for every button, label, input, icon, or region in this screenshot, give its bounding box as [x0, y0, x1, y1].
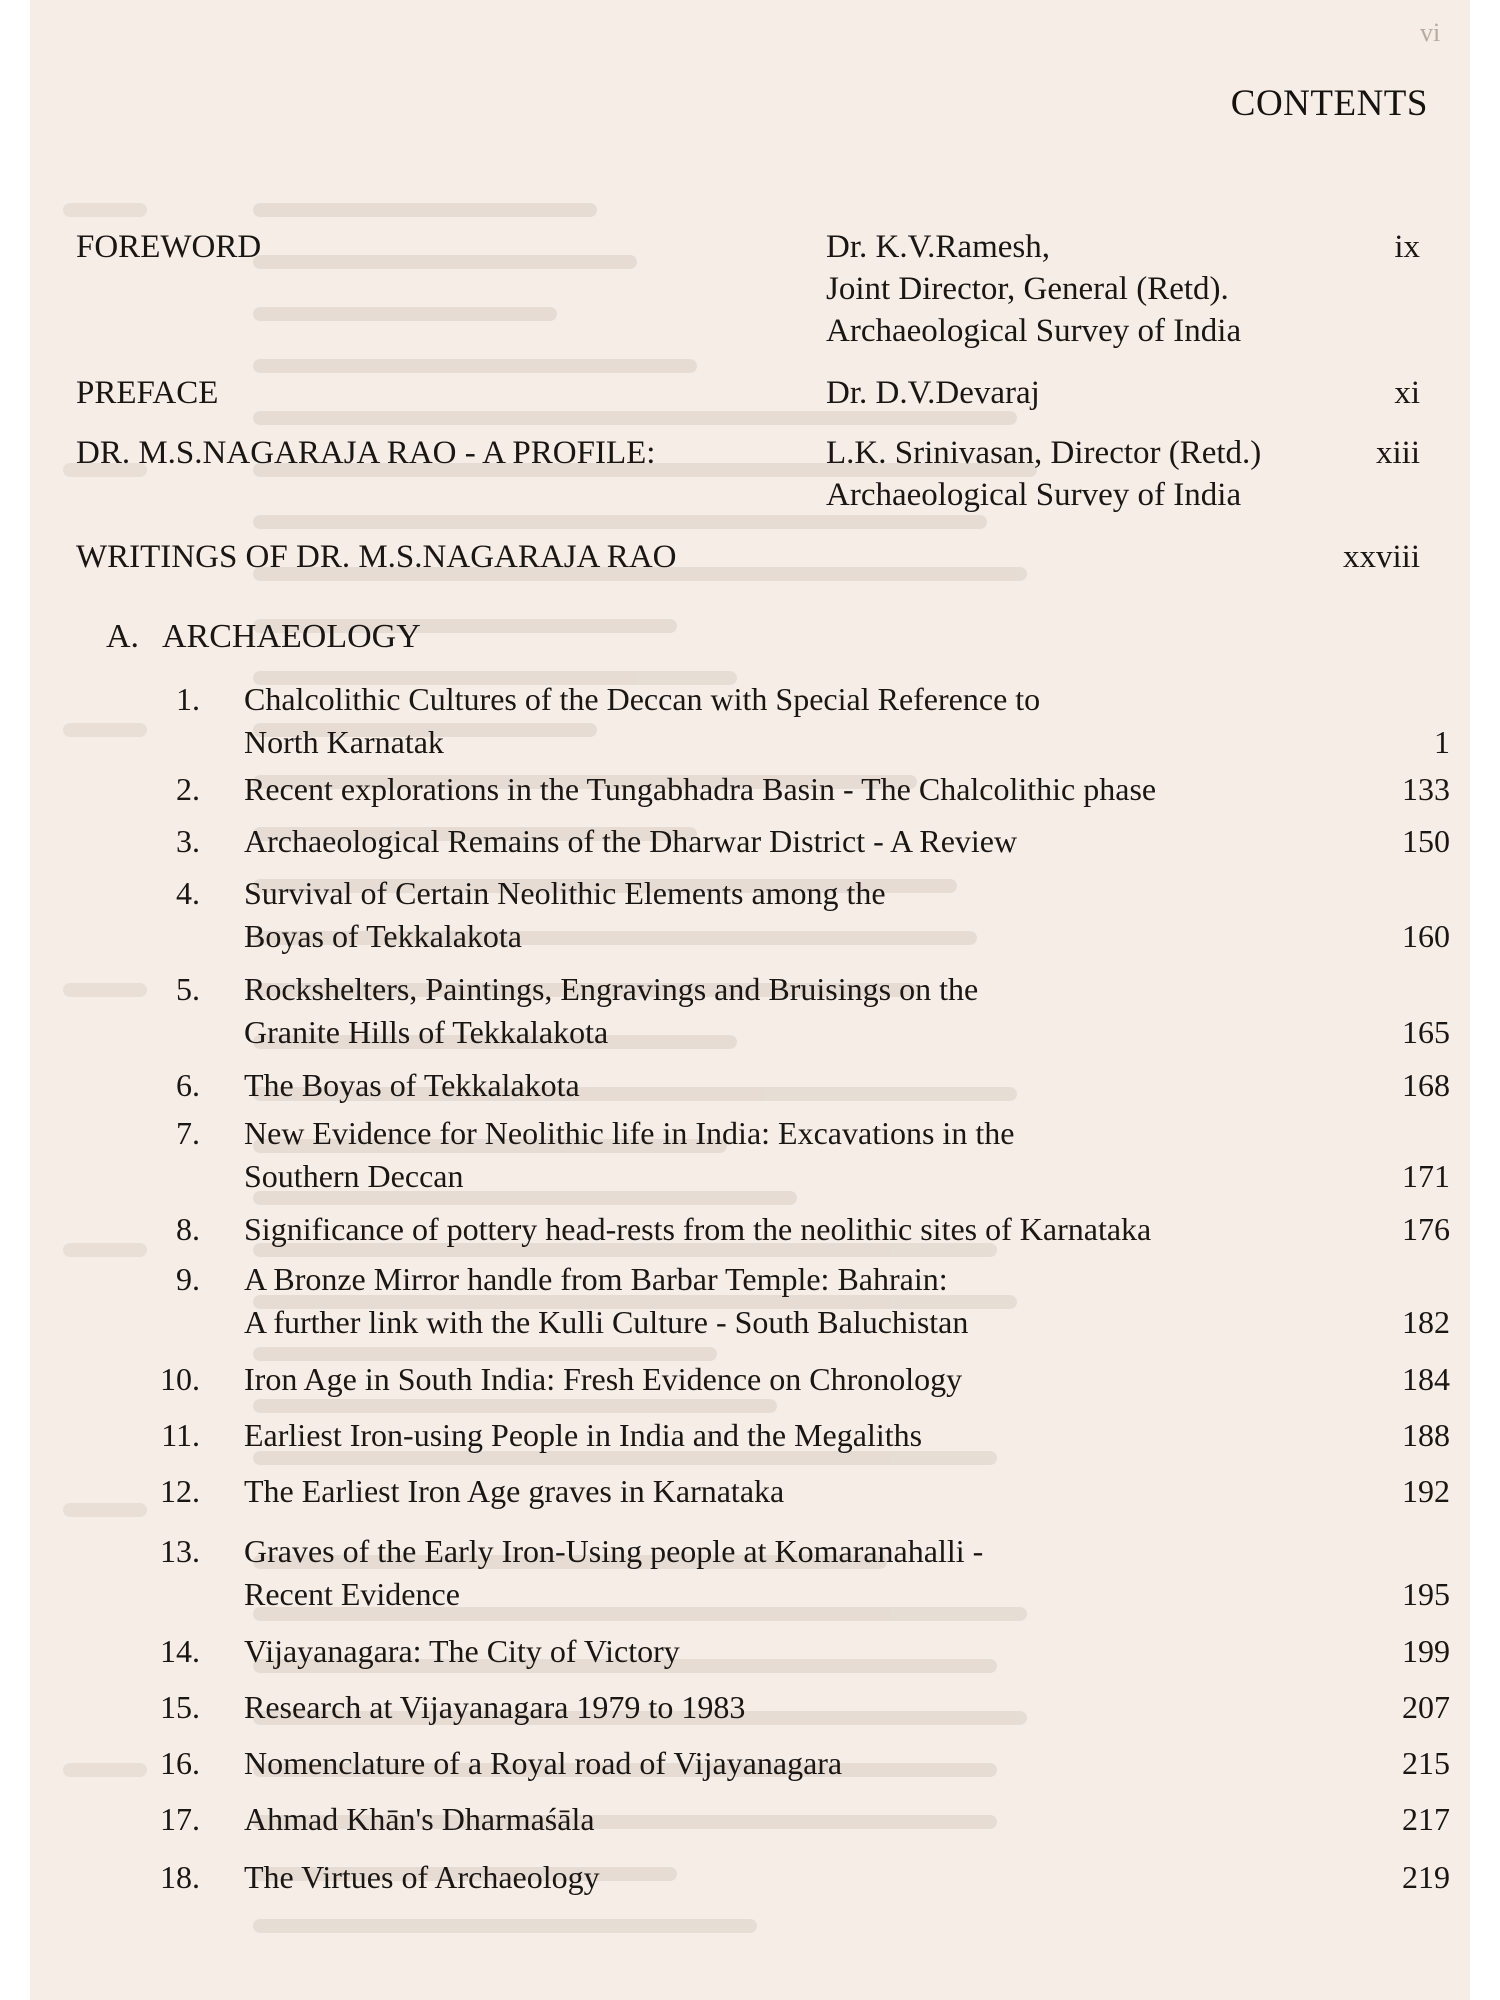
front-matter-title: WRITINGS OF DR. M.S.NAGARAJA RAO — [76, 539, 677, 575]
entry-page: 215 — [1402, 1745, 1450, 1781]
front-matter-author: Joint Director, General (Retd). — [826, 271, 1229, 307]
entry-page: 171 — [1402, 1158, 1450, 1194]
entry-page: 199 — [1402, 1633, 1450, 1669]
front-matter-writings — [30, 536, 1420, 580]
front-matter-author: Dr. K.V.Ramesh, — [826, 229, 1050, 265]
front-matter-title: PREFACE — [76, 375, 219, 411]
entry-title: The Boyas of Tekkalakota — [244, 1067, 580, 1103]
entry-page: 160 — [1402, 918, 1450, 954]
front-matter-title: DR. M.S.NAGARAJA RAO - A PROFILE: — [76, 435, 656, 471]
entry-number: 6. — [176, 1067, 200, 1103]
section-heading — [106, 618, 421, 656]
entry-title: The Virtues of Archaeology — [244, 1859, 600, 1895]
entry-page: 207 — [1402, 1689, 1450, 1725]
page-number: vi — [1420, 18, 1441, 47]
entry-title: Earliest Iron-using People in India and the Megaliths — [244, 1417, 923, 1453]
entry-number: 2. — [176, 771, 200, 807]
entry-title: Chalcolithic Cultures of the Deccan with Special Reference to North Karnatak — [244, 681, 1041, 760]
front-matter-author: Dr. D.V.Devaraj — [826, 375, 1040, 411]
entry-title: Survival of Certain Neolithic Elements among the Boyas of Tekkalakota — [244, 875, 886, 954]
entry-title: A Bronze Mirror handle from Barbar Temple: Bahrain: A further link with the Kulli Culture - South Baluchistan — [244, 1261, 969, 1340]
front-matter-title: FOREWORD — [76, 229, 262, 265]
entry-page: 195 — [1402, 1576, 1450, 1612]
page-title: CONTENTS — [1230, 83, 1428, 124]
entry-number: 1. — [176, 681, 200, 717]
entry-page: 188 — [1402, 1417, 1450, 1453]
entry-page: 133 — [1402, 771, 1450, 807]
entry-page: 192 — [1402, 1473, 1450, 1509]
entry-page: 182 — [1402, 1304, 1450, 1340]
entry-page: 165 — [1402, 1014, 1450, 1050]
entry-number: 8. — [176, 1211, 200, 1247]
entry-number: 17. — [160, 1801, 200, 1837]
entry-number: 7. — [176, 1115, 200, 1151]
front-matter-author: L.K. Srinivasan, Director (Retd.) — [826, 435, 1262, 471]
entry-number: 5. — [176, 971, 200, 1007]
entry-page: 217 — [1402, 1801, 1450, 1837]
entry-number: 14. — [160, 1633, 200, 1669]
section-title: ARCHAEOLOGY — [162, 618, 421, 655]
entry-number: 11. — [161, 1417, 200, 1453]
front-matter-page: xiii — [1375, 435, 1420, 471]
entry-number: 12. — [160, 1473, 200, 1509]
front-matter-page: xi — [1394, 375, 1420, 411]
entry-number: 4. — [176, 875, 200, 911]
entry-title: Ahmad Khān's Dharmaśāla — [244, 1801, 595, 1837]
entry-title: Nomenclature of a Royal road of Vijayanagara — [244, 1745, 843, 1781]
entry-page: 1 — [1434, 724, 1450, 760]
front-matter-profile — [30, 432, 1420, 518]
entry-number: 3. — [176, 823, 200, 859]
front-matter-preface — [30, 372, 1420, 416]
front-matter-author: Archaeological Survey of India — [826, 313, 1242, 349]
entry-title: The Earliest Iron Age graves in Karnataka — [244, 1473, 785, 1509]
entry-page: 150 — [1402, 823, 1450, 859]
entry-title: New Evidence for Neolithic life in India: Excavations in the Southern Deccan — [244, 1115, 1015, 1194]
entry-number: 10. — [160, 1361, 200, 1397]
front-matter-page: xxviii — [1342, 539, 1420, 575]
entry-title: Iron Age in South India: Fresh Evidence on Chronology — [244, 1361, 963, 1397]
entry-title: Research at Vijayanagara 1979 to 1983 — [244, 1689, 746, 1725]
front-matter-foreword — [30, 226, 1420, 356]
entry-number: 15. — [160, 1689, 200, 1725]
section-letter: A. — [106, 618, 140, 655]
entry-page: 184 — [1402, 1361, 1450, 1397]
front-matter-author: Archaeological Survey of India — [826, 477, 1242, 513]
entry-title: Rockshelters, Paintings, Engravings and Bruisings on the Granite Hills of Tekkalakota — [244, 971, 979, 1050]
entry-title: Vijayanagara: The City of Victory — [244, 1633, 680, 1669]
entry-title: Recent explorations in the Tungabhadra Basin - The Chalcolithic phase — [244, 771, 1157, 807]
entry-title: Significance of pottery head-rests from the neolithic sites of Karnataka — [244, 1211, 1152, 1247]
entry-page: 176 — [1402, 1211, 1450, 1247]
entry-number: 18. — [160, 1859, 200, 1895]
entry-title: Graves of the Early Iron-Using people at Komaranahalli - Recent Evidence — [244, 1533, 984, 1612]
entry-page: 168 — [1402, 1067, 1450, 1103]
entry-number: 13. — [160, 1533, 200, 1569]
front-matter-page: ix — [1394, 229, 1420, 265]
entry-number: 9. — [176, 1261, 200, 1297]
entry-number: 16. — [160, 1745, 200, 1781]
contents-page — [30, 0, 1470, 2000]
entry-page: 219 — [1402, 1859, 1450, 1895]
entry-title: Archaeological Remains of the Dharwar District - A Review — [244, 823, 1018, 859]
